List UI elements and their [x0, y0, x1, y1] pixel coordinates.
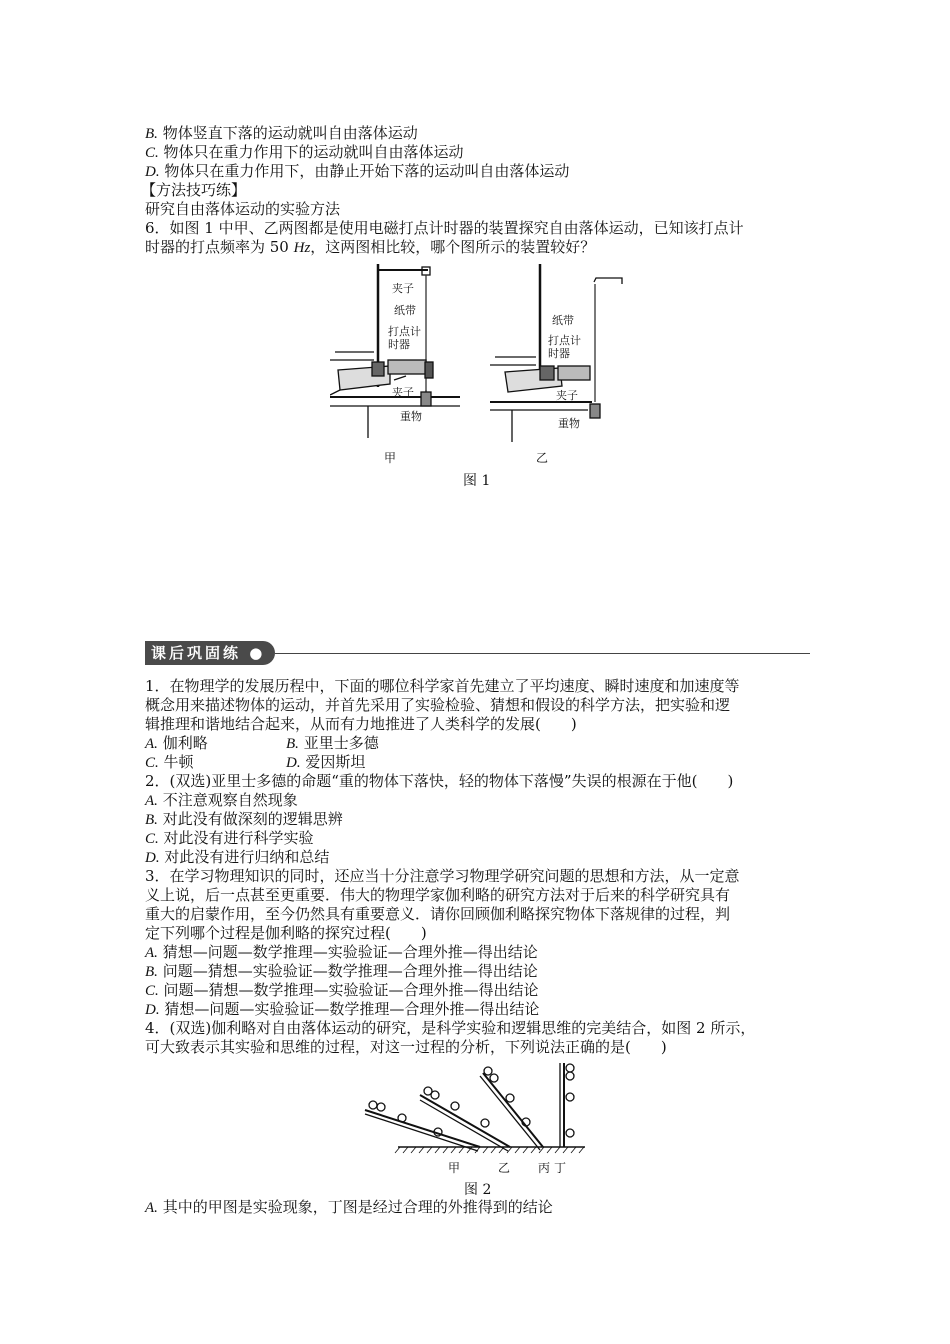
label-tape-r: 纸带	[552, 315, 574, 327]
option-text: 问题—猜想—数学推理—实验验证—合理外推—得出结论	[163, 981, 539, 999]
option-letter: A.	[145, 945, 158, 961]
q6-line1: 6．如图 1 中甲、乙两图都是使用电磁打点计时器的装置探究自由落体运动，已知该打点计	[145, 219, 744, 237]
option-text: 猜想—问题—数学推理—实验验证—合理外推—得出结论	[162, 943, 538, 961]
option-text: 对此没有进行归纳和总结	[164, 848, 330, 866]
option-c-line	[145, 143, 464, 163]
method-topic: 研究自由落体运动的实验方法	[145, 200, 341, 218]
section-title: 课后巩固练 ●	[145, 641, 275, 665]
option-letter: D.	[145, 1002, 160, 1018]
q4-option-a	[145, 1198, 553, 1218]
option-text: 其中的甲图是实验现象，丁图是经过合理的外推得到的结论	[162, 1198, 553, 1216]
q1-line3: 辑推理和谐地结合起来，从而有力地推进了人类科学的发展( )	[145, 715, 577, 733]
q6-unit: Hz	[293, 240, 311, 256]
label-tape: 纸带	[394, 305, 416, 317]
option-text: 爱因斯坦	[305, 753, 366, 771]
q6-line2	[145, 238, 595, 258]
option-letter: C.	[145, 145, 159, 161]
q1-option-a	[145, 734, 208, 754]
label-timer-a: 打点计	[388, 326, 421, 338]
fig2-label-bing: 丙	[538, 1161, 551, 1175]
q3-line4: 定下列哪个过程是伽利略的探究过程( )	[145, 924, 427, 942]
option-text: 物体竖直下落的运动就叫自由落体运动	[162, 124, 418, 142]
q2-option-c	[145, 829, 314, 849]
label-timer-b-r: 时器	[548, 348, 570, 360]
q1-option-b	[286, 734, 379, 754]
option-b-line	[145, 124, 418, 144]
option-text: 不注意观察自然现象	[162, 791, 298, 809]
figure-2-caption: 图 2	[464, 1182, 492, 1198]
label-clip-r: 夹子	[556, 390, 578, 402]
q1-option-c	[145, 753, 194, 773]
figure-1	[330, 262, 630, 472]
q2-option-a	[145, 791, 298, 811]
option-text: 对此没有进行科学实验	[163, 829, 314, 847]
figure-1-caption: 图 1	[463, 473, 491, 489]
section-header	[145, 641, 810, 665]
option-letter: D.	[145, 850, 160, 866]
q1-line2: 概念用来描述物体的运动，并首先采用了实验检验、猜想和假设的科学方法，把实验和逻	[145, 696, 731, 714]
option-text: 伽利略	[162, 734, 208, 752]
option-letter: D.	[145, 164, 160, 180]
method-heading: 【方法技巧练】	[141, 181, 247, 199]
option-letter: B.	[286, 736, 299, 752]
option-text: 物体只在重力作用下，由静止开始下落的运动叫自由落体运动	[164, 162, 570, 180]
label-timer-b: 时器	[388, 339, 410, 351]
q3-line3: 重大的启蒙作用，至今仍然具有重要意义．请你回顾伽利略探究物体下落规律的过程，判	[145, 905, 731, 923]
q3-line2: 义上说，后一点甚至更重要．伟大的物理学家伽利略的研究方法对于后来的科学研究具有	[145, 886, 731, 904]
q3-line1: 3．在学习物理知识的同时，还应当十分注意学习物理学研究问题的思想和方法，从一定意	[145, 867, 740, 885]
option-letter: D.	[286, 755, 301, 771]
label-weight: 重物	[400, 411, 422, 423]
q1-option-d	[286, 753, 365, 773]
label-weight-r: 重物	[558, 418, 580, 430]
label-clip-bottom: 夹子	[392, 387, 414, 399]
label-clip-top: 夹子	[392, 283, 414, 295]
q2-stem: 2．(双选)亚里士多德的命题“重的物体下落快，轻的物体下落慢”失误的根源在于他( )	[145, 772, 734, 790]
q3-option-d	[145, 1000, 539, 1020]
option-text: 猜想—问题—实验验证—数学推理—合理外推—得出结论	[164, 1000, 540, 1018]
figure-2	[360, 1060, 600, 1180]
q4-line2: 可大致表示其实验和思维的过程，对这一过程的分析，下列说法正确的是( )	[145, 1038, 667, 1056]
option-d-line	[145, 162, 569, 182]
q3-option-a	[145, 943, 538, 963]
fig2-label-ding: 丁	[554, 1161, 567, 1175]
option-letter: A.	[145, 793, 158, 809]
q1-line1: 1．在物理学的发展历程中，下面的哪位科学家首先建立了平均速度、瞬时速度和加速度等	[145, 677, 740, 695]
option-letter: C.	[145, 983, 159, 999]
option-letter: B.	[145, 964, 158, 980]
option-text: 亚里士多德	[303, 734, 379, 752]
q4-line1: 4．(双选)伽利略对自由落体运动的研究，是科学实验和逻辑思维的完美结合，如图 2 所示，	[145, 1019, 756, 1037]
option-letter: A.	[145, 1200, 158, 1216]
option-letter: C.	[145, 831, 159, 847]
option-letter: A.	[145, 736, 158, 752]
q6-text: 时器的打点频率为 50	[145, 238, 294, 256]
section-rule	[275, 653, 810, 654]
option-letter: B.	[145, 812, 158, 828]
q3-option-b	[145, 962, 538, 982]
label-yi: 乙	[536, 451, 549, 465]
label-timer-a-r: 打点计	[548, 335, 581, 347]
fig2-label-jia: 甲	[448, 1161, 461, 1175]
q2-option-b	[145, 810, 343, 830]
option-letter: B.	[145, 126, 158, 142]
label-jia: 甲	[384, 451, 397, 465]
option-letter: C.	[145, 755, 159, 771]
fig2-label-yi: 乙	[498, 1161, 511, 1175]
q3-option-c	[145, 981, 539, 1001]
q2-option-d	[145, 848, 329, 868]
option-text: 问题—猜想—实验验证—数学推理—合理外推—得出结论	[162, 962, 538, 980]
option-text: 物体只在重力作用下的运动就叫自由落体运动	[163, 143, 464, 161]
option-text: 对此没有做深刻的逻辑思辨	[162, 810, 343, 828]
section-title-text: 课后巩固练	[151, 644, 242, 662]
option-text: 牛顿	[163, 753, 194, 771]
q6-text: ，这两图相比较，哪个图所示的装置较好？	[310, 238, 596, 256]
